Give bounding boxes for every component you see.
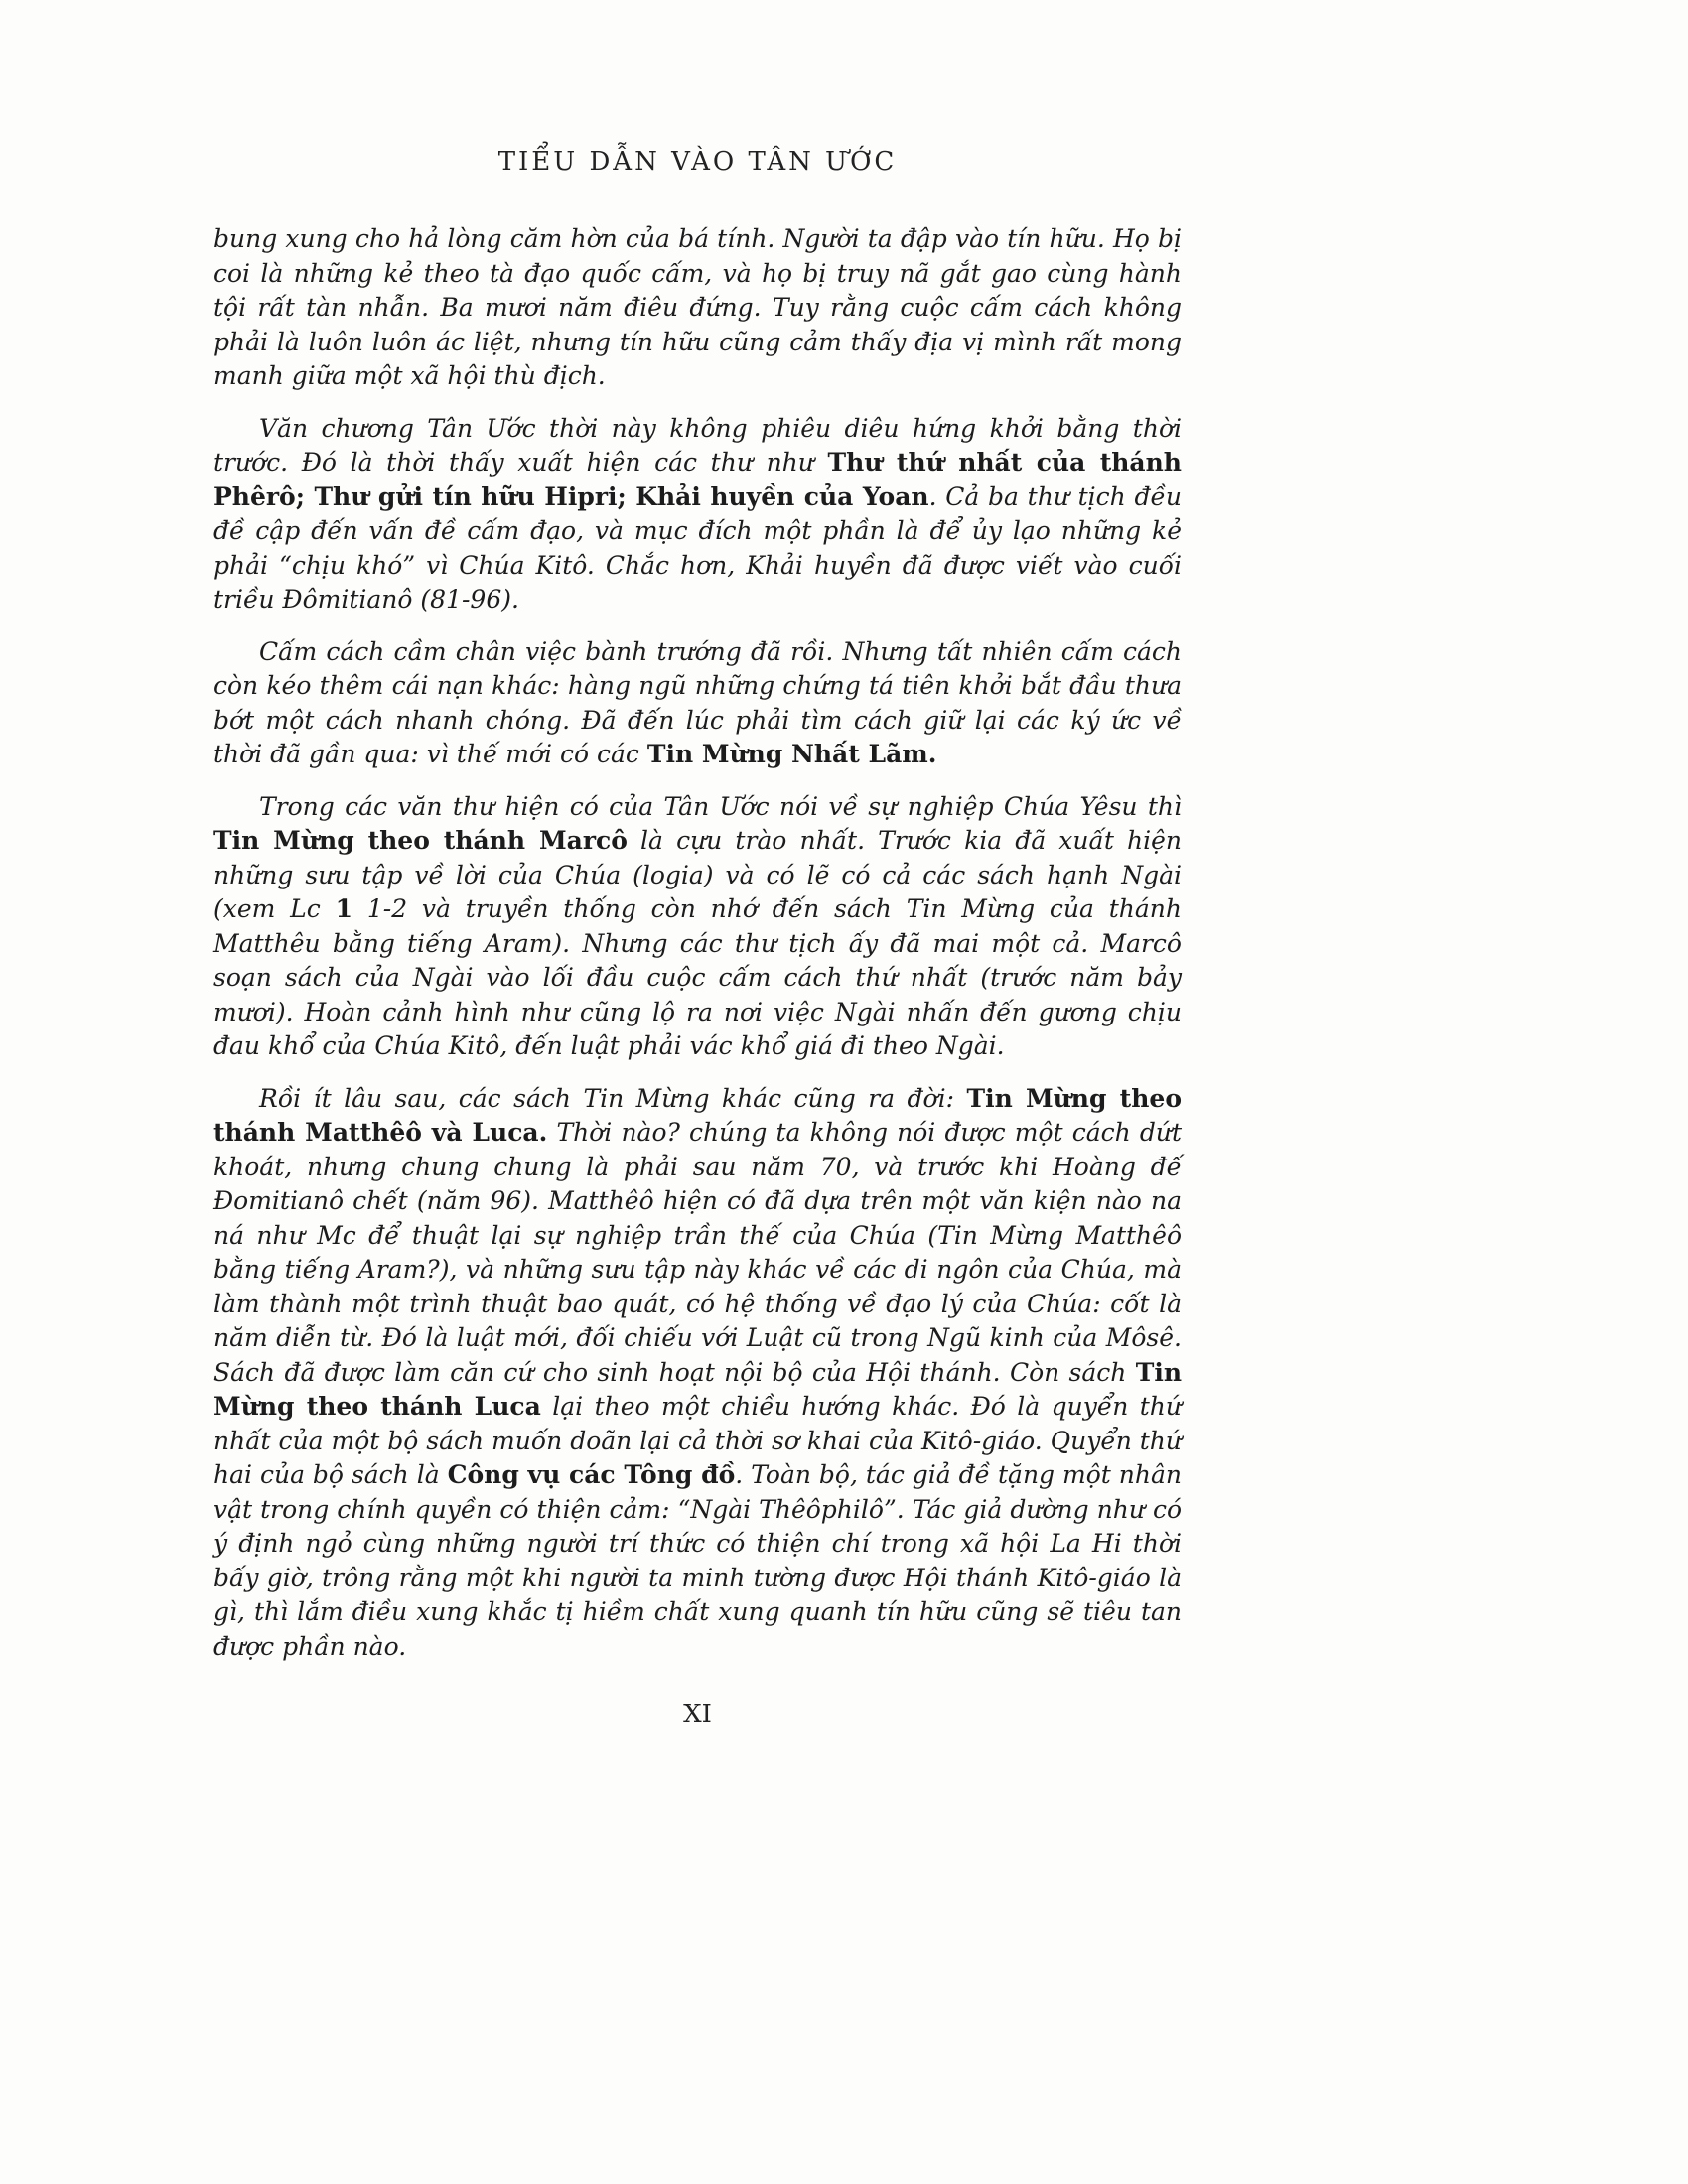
paragraph-3 xyxy=(213,635,1182,772)
text-run: Tin Mừng theo thánh Marcô xyxy=(213,826,628,855)
text-run: Thời nào? chúng ta không nói được một cách dứt khoát, nhưng chung chung là phải sau năm 70, và trước khi Hoàng đế Đomitianô chết (năm 96). Matthêô hiện có đã dựa trên một văn kiện nào na ná như Mc để thuật lại sự nghiệp trần thế của Chúa (Tin Mừng Matthêô bằng tiếng Aram?), và những sưu tập này khác về các di ngôn của Chúa, mà làm thành một trình thuật bao quát, có hệ thống về đạo lý của Chúa: cốt là năm diễn từ. Đó là luật mới, đối chiếu với Luật cũ trong Ngũ kinh của Môsê. Sách đã được làm căn cứ cho sinh hoạt nội bộ của Hội thánh. Còn sách xyxy=(213,1118,1183,1387)
text-run: Trong các văn thư hiện có của Tân Ước nói về sự nghiệp Chúa Yêsu thì xyxy=(259,791,1182,821)
text-run: . Toàn bộ, tác giả đề tặng một nhân vật trong chính quyền có thiện cảm: “Ngài Thêôphilô”. Tác giả dường như có ý định ngỏ cùng những người trí thức có thiện chí trong xã hội La Hi thời bấy giờ, trông rằng một khi người ta minh tường được Hội thánh Kitô-giáo là gì, thì lắm điều xung khắc tị hiềm chất xung quanh tín hữu cũng sẽ tiêu tan được phần nào. xyxy=(213,1460,1182,1661)
text-run: Tin Mừng theo thánh Matthêô và Luca. xyxy=(213,1083,1182,1147)
text-run: Thư thứ nhất của thánh Phêrô; Thư gửi tín hữu Hipri; Khải huyền của Yoan xyxy=(213,448,1182,511)
text-run: Văn chương Tân Ước thời này không phiêu diêu hứng khởi bằng thời trước. Đó là thời thấy xuất hiện các thư như xyxy=(213,413,1182,477)
paragraph-5 xyxy=(213,1082,1182,1665)
running-header: TIỂU DẪN VÀO TÂN ƯỚC xyxy=(497,147,898,177)
paragraph-4 xyxy=(213,790,1182,1064)
text-run: bung xung cho hả lòng căm hờn của bá tính. Người ta đập vào tín hữu. Họ bị coi là những kẻ theo tà đạo quốc cấm, và họ bị truy nã gắt gao cùng hành tội rất tàn nhẫn. Ba mươi năm điêu đứng. Tuy rằng cuộc cấm cách không phải là luôn luôn ác liệt, nhưng tín hữu cũng cảm thấy địa vị mình rất mong manh giữa một xã hội thù địch. xyxy=(213,224,1182,390)
page-number: XI xyxy=(683,1700,712,1729)
paragraph-1 xyxy=(213,222,1182,394)
paragraphs xyxy=(213,222,1182,1664)
text-run: Rồi ít lâu sau, các sách Tin Mừng khác cũng ra đời: xyxy=(259,1083,967,1113)
text-run: 1-2 và truyền thống còn nhớ đến sách Tin Mừng của thánh Matthêu bằng tiếng Aram). Nhưng các thư tịch ấy đã mai một cả. Marcô soạn sách của Ngài vào lối đầu cuộc cấm cách thứ nhất (trước năm bảy mươi). Hoàn cảnh hình như cũng lộ ra nơi việc Ngài nhấn đến gương chịu đau khổ của Chúa Kitô, đến luật phải vác khổ giá đi theo Ngài. xyxy=(213,894,1182,1060)
paragraph-2 xyxy=(213,412,1182,617)
text-run: . Cả ba thư tịch đều đề cập đến vấn đề cấm đạo, và mục đích một phần là để ủy lạo những kẻ phải “chịu khó” vì Chúa Kitô. Chắc hơn, Khải huyền đã được viết vào cuối triều Đômitianô (81-96). xyxy=(213,481,1182,614)
text-run: Tin Mừng theo thánh Luca xyxy=(213,1357,1182,1421)
text-run: 1 xyxy=(335,894,353,923)
text-run: lại theo một chiều hướng khác. Đó là quyển thứ nhất của một bộ sách muốn doãn lại cả thời sơ khai của Kitô-giáo. Quyển thứ hai của bộ sách là xyxy=(213,1392,1183,1489)
text-run: Công vụ các Tông đồ xyxy=(447,1460,736,1489)
text-block xyxy=(213,147,1182,1729)
text-run: Tin Mừng Nhất Lãm. xyxy=(646,740,937,768)
text-run: là cựu trào nhất. Trước kia đã xuất hiện những sưu tập về lời của Chúa (logia) và có lẽ có cả các sách hạnh Ngài (xem Lc xyxy=(213,826,1182,923)
text-run: Cấm cách cầm chân việc bành trướng đã rồi. Nhưng tất nhiên cấm cách còn kéo thêm cái nạn khác: hàng ngũ những chứng tá tiên khởi bắt đầu thưa bớt một cách nhanh chóng. Đã đến lúc phải tìm cách giữ lại các ký ức về thời đã gần qua: vì thế mới có các xyxy=(213,636,1182,768)
